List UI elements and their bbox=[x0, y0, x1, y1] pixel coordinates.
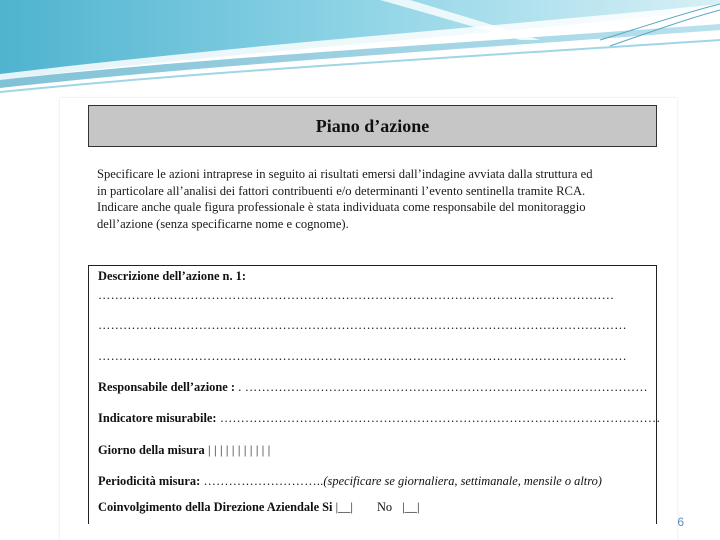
indicator-field: …………………………………………………………………………………………… bbox=[216, 411, 661, 425]
action-form-box bbox=[88, 265, 661, 524]
intro-line-3: Indicare anche quale figura professionale è stata individuata come responsabile del monitoraggio bbox=[97, 200, 586, 214]
date-boxes: | | | | | | | | | | | bbox=[204, 443, 271, 457]
description-line-1[interactable]: …………………………………………………………………………………………………………… bbox=[98, 288, 615, 302]
no-checkbox[interactable]: |__| bbox=[402, 500, 420, 514]
periodicity-label: Periodicità misura: bbox=[98, 474, 201, 488]
no-label: No bbox=[376, 500, 393, 514]
responsible-row[interactable] bbox=[98, 380, 648, 395]
date-row[interactable] bbox=[98, 443, 270, 458]
intro-line-2: in particolare all’analisi dei fattori contribuenti e/o determinanti l’evento sentinella tramite RCA. bbox=[97, 183, 586, 198]
periodicity-field: ……………………….. bbox=[200, 474, 324, 488]
date-label: Giorno della misura bbox=[98, 443, 205, 457]
involvement-label: Coinvolgimento della Direzione Aziendale Si bbox=[98, 500, 333, 514]
slide-number: 6 bbox=[677, 515, 684, 529]
periodicity-row[interactable] bbox=[98, 474, 602, 489]
header-swoosh-decoration bbox=[0, 0, 720, 110]
document-page bbox=[60, 98, 677, 540]
periodicity-note: (specificare se giornaliera, settimanale, mensile o altro) bbox=[323, 474, 602, 488]
indicator-row[interactable] bbox=[98, 411, 661, 426]
involvement-row bbox=[98, 500, 419, 515]
description-label: Descrizione dell’azione n. 1: bbox=[98, 269, 246, 283]
responsible-label: Responsabile dell’azione : bbox=[98, 380, 235, 394]
intro-paragraph bbox=[97, 166, 647, 232]
description-row bbox=[98, 269, 246, 284]
intro-line-4: dell’azione (senza specificarne nome e cognome). bbox=[97, 216, 349, 231]
yes-checkbox[interactable]: |__| bbox=[332, 500, 353, 514]
title-bar bbox=[88, 105, 657, 147]
indicator-label: Indicatore misurabile: bbox=[98, 411, 217, 425]
description-line-3[interactable]: ……………………………………………………………………………………………………………… bbox=[98, 349, 627, 363]
intro-line-1: Specificare le azioni intraprese in seguito ai risultati emersi dall’indagine avviata dalla struttura ed bbox=[97, 167, 593, 181]
document-title: Piano d’azione bbox=[315, 115, 430, 136]
description-line-2[interactable]: ……………………………………………………………………………………………………………… bbox=[98, 318, 627, 332]
responsible-field: . …………………………………………………………………………………… bbox=[235, 380, 648, 394]
